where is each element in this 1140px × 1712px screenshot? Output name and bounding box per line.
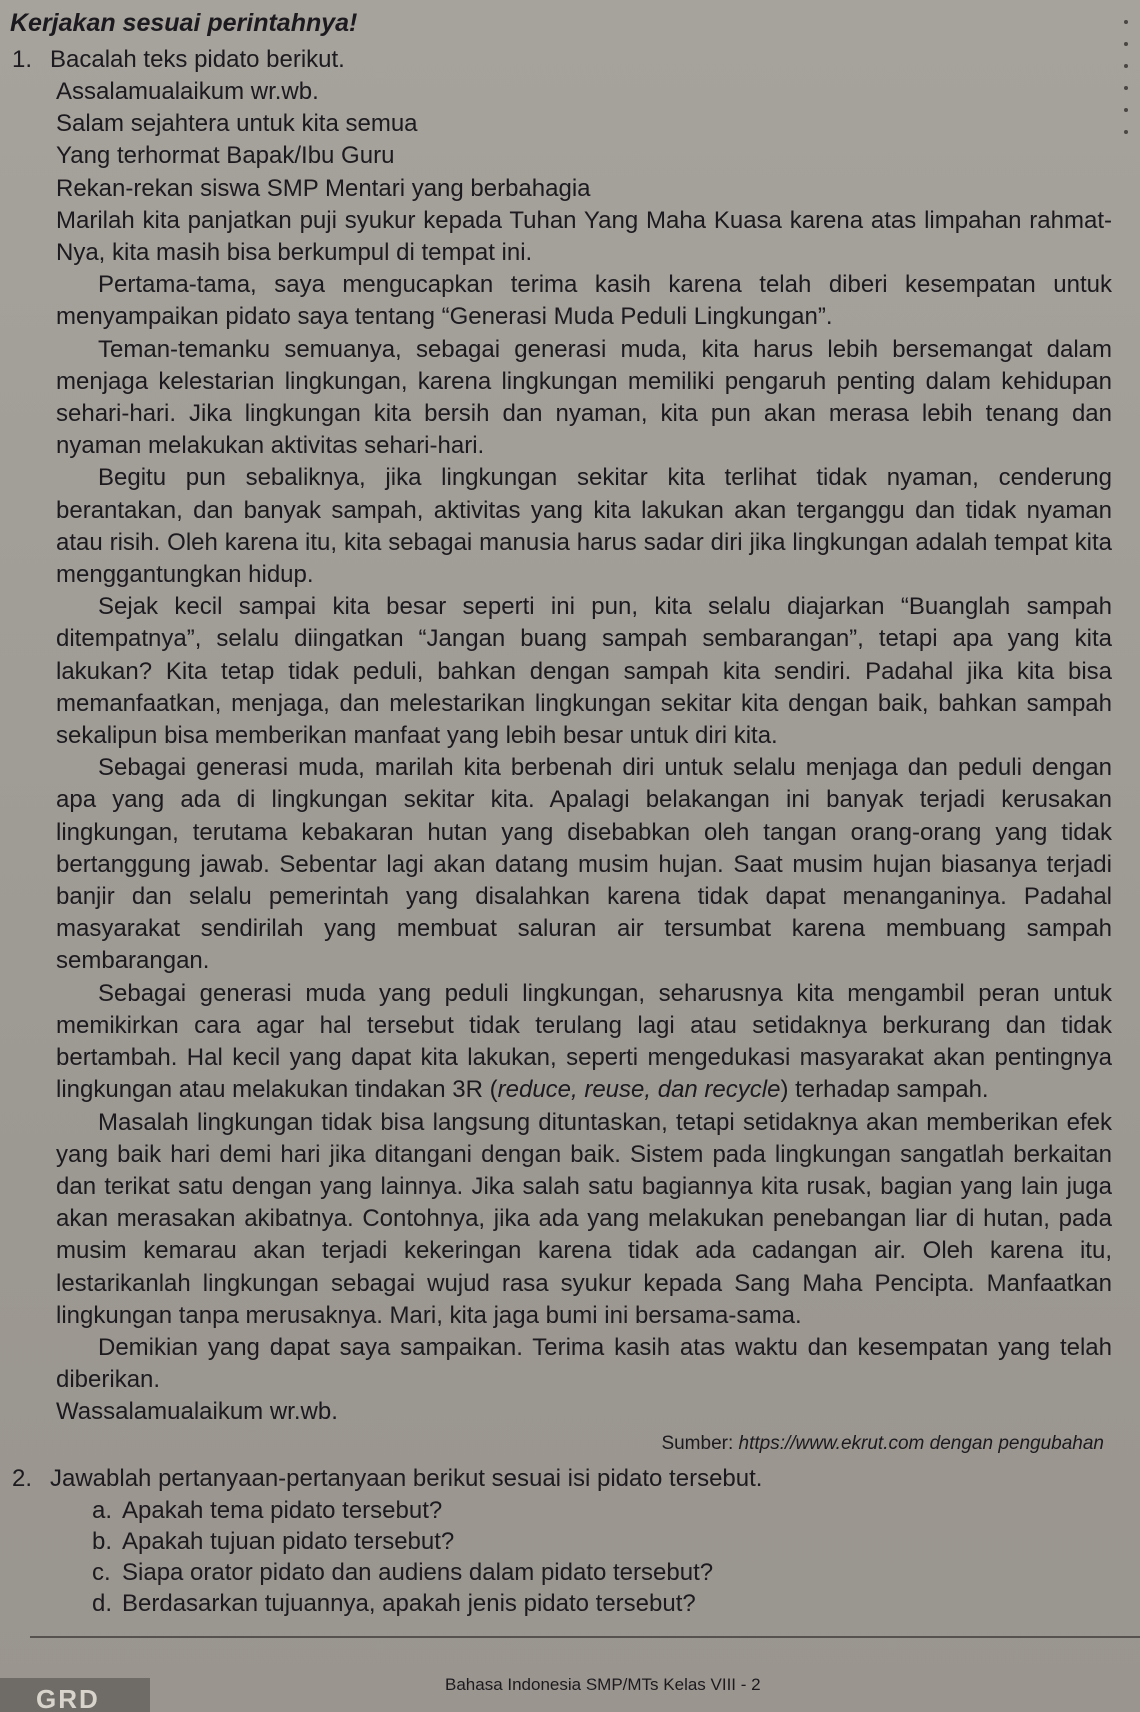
publisher-logo: GRD [36, 1684, 100, 1712]
footer-divider [30, 1636, 1140, 1638]
question-letter: d. [92, 1589, 113, 1617]
paragraph-text: Sebagai generasi muda yang peduli lingkungan, seharusnya kita mengambil peran untuk memikirkan cara agar hal tersebut tidak terulang lagi atau setidaknya berkurang dan tidak bertambah. Hal kecil yang dapat kita lakukan, seperti mengedukasi masyarakat akan pentingnya lingkungan atau melakukan tindakan 3R ( [56, 979, 1112, 1104]
question-list [10, 1495, 1118, 1619]
speech-paragraph: Pertama-tama, saya mengucapkan terima kasih karena telah diberi kesempatan untuk menyampaikan pidato saya tentang “Generasi Muda Peduli Lingkungan”. [56, 271, 1112, 331]
source-citation [10, 1431, 1104, 1457]
source-label: Sumber: [661, 1432, 739, 1454]
task-2-instruction: Jawablah pertanyaan-pertanyaan berikut sesuai isi pidato tersebut. [50, 1464, 763, 1492]
speech-paragraph: Sejak kecil sampai kita besar seperti ini pun, kita selalu diajarkan “Buanglah sampah ditempatnya”, selalu diingatkan “Jangan buang sampah sembarangan”, tetapi apa yang kita lakukan? Kita tetap tidak peduli, bahkan dengan sampah kita sendiri. Padahal jika kita bisa memanfaatkan, menjaga, dan melestarikan lingkungan sekitar kita dengan baik, bahkan sampah sekalipun bisa memberikan manfaat yang lebih besar untuk diri kita. [56, 593, 1112, 750]
question-letter: a. [92, 1496, 113, 1524]
speech-paragraph: Demikian yang dapat saya sampaikan. Terima kasih atas waktu dan kesempatan yang telah diberikan. [56, 1333, 1112, 1394]
task-1-title [12, 44, 1118, 76]
speech-text [56, 76, 1112, 1429]
greeting-line: Yang terhormat Bapak/Ibu Guru [56, 142, 395, 170]
book-title: Bahasa Indonesia SMP/MTs Kelas VIII - 2 [445, 1675, 761, 1694]
question-text: Berdasarkan tujuannya, apakah jenis pidato tersebut? [122, 1589, 696, 1617]
question-item [92, 1526, 1118, 1557]
question-item [92, 1495, 1118, 1526]
binding-marks [1122, 20, 1130, 150]
task-1-number: 1. [12, 46, 33, 73]
question-text: Siapa orator pidato dan audiens dalam pidato tersebut? [122, 1558, 714, 1586]
italic-3r-terms: reduce, reuse, dan recycle [497, 1076, 781, 1104]
question-item [92, 1588, 1118, 1619]
instruction-heading: Kerjakan sesuai perintahnya! [10, 9, 358, 37]
greeting-line: Assalamualaikum wr.wb. [56, 78, 319, 105]
question-text: Apakah tujuan pidato tersebut? [122, 1527, 455, 1555]
question-item [92, 1557, 1118, 1588]
speech-paragraph: Masalah lingkungan tidak bisa langsung dituntaskan, tetapi setidaknya akan memberikan efek yang baik hari demi hari jika ditangani dengan baik. Sistem pada lingkungan sangatlah berkaitan dan terikat satu dengan yang lainnya. Jika salah satu bagiannya kita rusak, bagian yang lain juga akan merasakan akibatnya. Contohnya, jika ada yang melakukan penebangan liar di hutan, pada musim kemarau akan terjadi kekeringan karena tidak ada cadangan air. Oleh karena itu, lestarikanlah lingkungan sebagai wujud rasa syukur kepada Sang Maha Pencipta. Manfaatkan lingkungan tanpa merusaknya. Mari, kita jaga bumi ini bersama-sama. [56, 1108, 1112, 1329]
paragraph-text: ) terhadap sampah. [780, 1076, 989, 1104]
speech-paragraph: Sebagai generasi muda, marilah kita berbenah diri untuk selalu menjaga dan peduli dengan apa yang ada di lingkungan sekitar kita. Apalagi belakangan ini banyak terjadi kerusakan lingkungan, terutama kebakaran hutan yang disebabkan oleh tangan orang-orang yang tidak bertanggung jawab. Sebentar lagi akan datang musim hujan. Saat musim hujan biasanya terjadi banjir dan selalu pemerintah yang disalahkan karena tidak dapat menanganinya. Padahal masyarakat sendirilah yang membuat saluran air tersumbat karena membuang sampah sembarangan. [56, 754, 1112, 975]
task-2-title [12, 1463, 1118, 1495]
speech-paragraph: Teman-temanku semuanya, sebagai generasi muda, kita harus lebih bersemangat dalam menjaga kelestarian lingkungan, karena lingkungan memiliki pengaruh penting dalam kehidupan sehari-hari. Jika lingkungan kita bersih dan nyaman, kita pun akan merasa lebih tenang dan nyaman melakukan aktivitas sehari-hari. [56, 335, 1112, 460]
question-letter: c. [92, 1558, 111, 1586]
source-reference: https://www.ekrut.com dengan pengubahan [738, 1432, 1104, 1454]
page-footer [0, 1644, 1140, 1712]
speech-paragraph: Begitu pun sebaliknya, jika lingkungan sekitar kita terlihat tidak nyaman, cenderung berantakan, dan banyak sampah, aktivitas yang kita lakukan akan terganggu dan tidak nyaman atau risih. Oleh karena itu, kita sebagai manusia harus sadar diri jika lingkungan adalah tempat kita menggantungkan hidup. [56, 464, 1112, 589]
task-2-number: 2. [12, 1464, 33, 1492]
question-letter: b. [92, 1527, 113, 1555]
speech-paragraph: Marilah kita panjatkan puji syukur kepada Tuhan Yang Maha Kuasa karena atas limpahan rahmat-Nya, kita masih bisa berkumpul di tempat ini. [56, 206, 1112, 267]
closing-salutation: Wassalamualaikum wr.wb. [56, 1398, 338, 1426]
task-1-instruction: Bacalah teks pidato berikut. [50, 46, 345, 73]
greeting-line: Salam sejahtera untuk kita semua [56, 110, 418, 138]
greeting-line: Rekan-rekan siswa SMP Mentari yang berbahagia [56, 174, 591, 202]
speech-paragraph [56, 978, 1112, 1107]
question-text: Apakah tema pidato tersebut? [122, 1496, 443, 1524]
